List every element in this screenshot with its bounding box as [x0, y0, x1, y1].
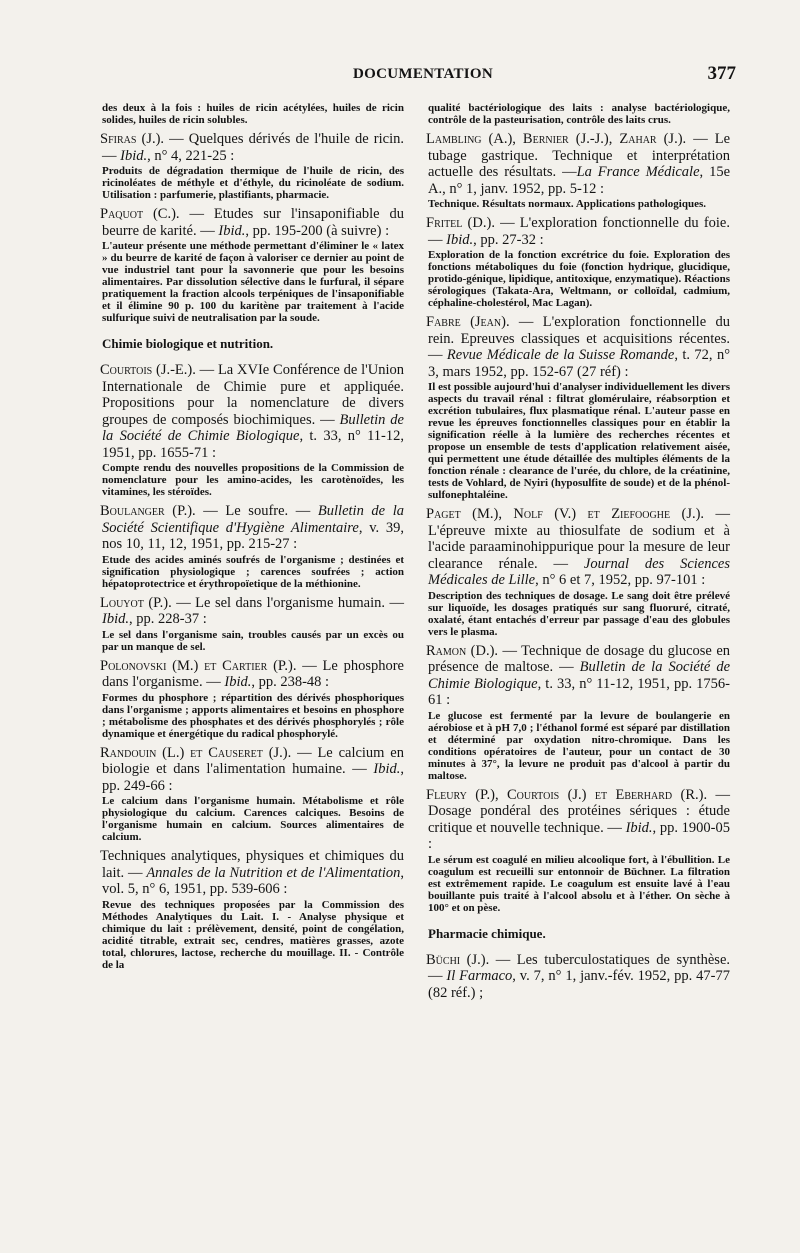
entry-title: — L'exploration fonctionnelle du rein. Epreuves classiques et acquisitions récentes. — [428, 314, 730, 363]
entry-abstract: Le sérum est coagulé en milieu alcoolique fort, à l'ébullition. Le coagulum est recueilli sur entonnoir de Büchner. La filtration est extrêmement rapide. Le coagulum est ensuite lavé à l'eau bouillante puis traité à l'alcool absolu et à l'éther. On sèche à 100° et on pèse. [428, 853, 730, 914]
bibliography-entry [102, 745, 404, 844]
entry-journal: Ibid. [446, 231, 474, 248]
entry-journal: Ibid. [218, 222, 246, 239]
bibliography-entry [102, 206, 404, 324]
bibliography-entry [428, 643, 730, 782]
entry-reference: , t. 33, n° 11-12, 1951, pp. 1655-71 : [102, 428, 404, 461]
entry-title: — Technique de dosage du glucose en présence de maltose. — [428, 642, 730, 675]
entry-journal: Ibid. [120, 147, 148, 164]
entry-journal: La France Médicale [576, 164, 700, 180]
citation [428, 215, 730, 248]
entry-reference: , n° 6 et 7, 1952, pp. 97-101 : [535, 572, 706, 588]
entry-journal: Journal des Sciences Médicales de Lille [428, 555, 730, 588]
entry-reference: , pp. 1900-05 : [428, 819, 730, 852]
entry-journal: Ibid. [373, 761, 401, 777]
entry-author: Courtois (J.-E.). [100, 362, 196, 378]
entry-title: — L'exploration fonctionnelle du foie. — [428, 215, 730, 248]
entry-abstract: Description des techniques de dosage. Le sang doit être prélevé sur liquoïde, les dosages pratiqués sur sang fluoruré, citraté, oxalaté, étant entachés d'erreur par passage d'eau des globules vers le plasma. [428, 589, 730, 638]
entry-title: — Le soufre. — [195, 503, 318, 519]
page-header [100, 63, 736, 88]
entry-list [428, 952, 730, 1002]
entry-reference: , n° 4, 221-25 : [147, 147, 235, 164]
bibliography-entry [428, 314, 730, 501]
entry-author: Paget (M.), Nolf (V.) et Ziefooghe (J.). [426, 506, 705, 522]
entry-reference: , t. 72, n° 3, mars 1952, pp. 152-67 (27 réf) : [428, 347, 731, 380]
entry-reference: , 15e A., n° 1, janv. 1952, pp. 5-12 : [428, 164, 730, 197]
entry-author: Fabre (Jean). [426, 314, 510, 330]
section-heading: Chimie biologique et nutrition. [102, 336, 274, 351]
entry-author: Ramon (D.). [426, 642, 499, 659]
entry-journal: Ibid. [224, 674, 252, 690]
left-column [102, 102, 404, 976]
bibliography-entry [102, 362, 404, 498]
entry-title: — Les tuberculostatiques de synthèse. — [428, 951, 731, 984]
entry-title: — Le sel dans l'organisme humain. — [171, 594, 404, 611]
entry-title: Techniques analytiques, physiques et chimiques du lait. — [100, 848, 404, 881]
entry-list [102, 131, 404, 324]
citation [102, 503, 404, 553]
entry-reference: , v. 7, n° 1, janv.-fév. 1952, pp. 47-77 (82 réf.) ; [428, 968, 730, 1001]
entry-title: — Etudes sur l'insaponifiable du beurre de karité. — [102, 206, 404, 239]
citation [428, 314, 730, 380]
entry-abstract: Il est possible aujourd'hui d'analyser individuellement les divers aspects du travail rénal : filtrat glomérulaire, réabsorption et excrétion tubulaires, flux plasmatique rénal. L'auteur passe en revue les épreuves fonctionnelles classiques pour en établir la signification réelle à la lumière des recherches récentes et propose un ensemble de tests d'application relativement aisée, qui permettent une étude détaillée des multiples éléments de la fonction rénale : clearance de l'urée, du chlore, de la créatinine, tests de Vohlard, de Nyiri (hyposulfite de soude) et de la phénol-sulfonephtaléine. [428, 381, 730, 501]
citation [102, 745, 404, 795]
entry-list [102, 362, 404, 971]
entry-title: — Le tubage gastrique. Technique et interprétation actuelle des résultats. — [428, 131, 731, 180]
entry-author: Büchi (J.). [426, 951, 490, 968]
bibliography-entry [428, 131, 730, 210]
citation [102, 206, 404, 239]
entry-author: Lambling (A.), Bernier (J.-J.), Zahar (J.). [426, 131, 687, 147]
entry-author: Polonovski (M.) et Cartier (P.). [100, 657, 297, 674]
entry-reference: , pp. 238-48 : [251, 674, 330, 690]
bibliography-entry [102, 848, 404, 971]
entry-abstract: Formes du phosphore ; répartition des dérivés phosphoriques dans l'organisme ; apports alimentaires et besoins en phosphore ; métabolisme des phosphates et des dérivés phosphorylés ; rôle dynamique et énergétique du radical phosphorylé. [102, 691, 404, 740]
entry-author: Fleury (P.), Courtois (J.) et Eberhard (R.). [426, 786, 708, 803]
entry-title: — La XVIe Conférence de l'Union Internationale de Chimie pure et appliquée. Propositions pour la nomenclature de divers groupes de composés biochimiques. — [102, 362, 404, 428]
citation [102, 131, 404, 164]
entry-reference: , pp. 195-200 (à suivre) : [245, 222, 390, 239]
entry-title: — Dosage pondéral des protéines sériques : étude critique et nouvelle technique. — [428, 786, 731, 836]
entry-reference: , t. 33, n° 11-12, 1951, pp. 1756-61 : [428, 675, 731, 708]
entry-author: Louyot (P.). [100, 594, 172, 611]
bibliography-entry [102, 595, 404, 653]
citation [428, 506, 730, 589]
entry-abstract: Exploration de la fonction excrétrice du foie. Exploration des fonctions métaboliques du foie (fonction hydrique, glucidique, protido-génique, lipidique, antitoxique, enzymatique). Réactions sérologiques (Takata-Ara, Weltmann, or colloïdal, cadmium, céphaline-cholestérol, Mac Lagan). [428, 249, 730, 309]
entry-journal: Bulletin de la Société de Chimie Biologique [102, 411, 404, 444]
citation [428, 952, 730, 1002]
entry-title: — Quelques dérivés de l'huile de ricin. — [102, 131, 404, 164]
bibliography-entry [428, 506, 730, 638]
entry-reference: , pp. 249-66 : [102, 761, 404, 794]
entry-author: Paquot (C.). [100, 206, 180, 222]
bibliography-entry [428, 952, 730, 1002]
continued-text: des deux à la fois : huiles de ricin acétylées, huiles de ricin solides, huiles de ricin solubles. [102, 102, 404, 126]
bibliography-entry [428, 787, 730, 914]
entry-reference: , pp. 27-32 : [473, 231, 544, 248]
citation [102, 658, 404, 691]
entry-abstract: Technique. Résultats normaux. Applications pathologiques. [428, 198, 707, 210]
entry-reference: , vol. 5, n° 6, 1951, pp. 539-606 : [102, 864, 405, 897]
bibliography-entry [102, 131, 404, 201]
citation [428, 643, 730, 709]
entry-journal: Bulletin de la Société Scientifique d'Hygiène Alimentaire [102, 503, 405, 536]
entry-author: Sfiras (J.). [100, 131, 165, 147]
entry-abstract: Produits de dégradation thermique de l'huile de ricin, des ricinoléates de méthyle et d'éthyle, du ricinoléate de sodium. Utilisation : parfumerie, plastifiants, pharmacie. [102, 165, 404, 201]
citation [102, 848, 404, 898]
entry-author: Boulanger (P.). [100, 503, 196, 519]
section-heading: Pharmacie chimique. [428, 925, 546, 941]
entry-abstract: Le glucose est fermenté par la levure de boulangerie en aérobiose et à pH 7,0 ; l'éthanol formé est séparé par distillation et déterminé par oxydation nitro-chromique. Dans les conditions opératoires de l'auteur, pour un contact de 30 minutes à 37°, la levure ne produit pas d'alcool à partir du maltose. [428, 709, 730, 782]
entry-journal: Revue Médicale de la Suisse Romande [446, 347, 675, 363]
bibliography-entry [102, 658, 404, 740]
entry-journal: Ibid. [102, 611, 129, 627]
bibliography-entry [102, 503, 404, 590]
entry-list [428, 131, 730, 914]
running-title: DOCUMENTATION [353, 66, 494, 82]
citation [102, 362, 404, 461]
entry-journal: Il Farmaco [446, 968, 513, 984]
entry-abstract: Revue des techniques proposées par la Commission des Méthodes Analytiques du Lait. I. - Analyse physique et chimique du lait : prélèvement, densité, point de congélation, acidité titrable, extrait sec, cendres, matières grasses, azote total, chlorures, lactose, recherche du mouillage. II. - Contrôle de la [102, 898, 404, 971]
entry-author: Randouin (L.) et Causeret (J.). [100, 744, 292, 761]
page-number: 377 [707, 63, 736, 84]
entry-title: — Le phosphore dans l'organisme. — [102, 657, 404, 690]
citation [428, 787, 730, 853]
bibliography-entry [428, 215, 730, 309]
entry-abstract: Compte rendu des nouvelles propositions de la Commission de nomenclature pour les amino-acides, les carotènoïdes, les vitamines, les stéroïdes. [102, 462, 404, 498]
entry-reference: , v. 39, nos 10, 11, 12, 1951, pp. 215-27 : [102, 519, 404, 552]
citation [102, 595, 404, 628]
entry-journal: Ibid. [625, 819, 653, 836]
right-column [428, 102, 730, 1006]
entry-reference: , pp. 228-37 : [128, 611, 207, 627]
entry-journal: Annales de la Nutrition et de l'Alimentation [146, 864, 401, 881]
entry-abstract: Etude des acides aminés soufrés de l'organisme ; destinées et signification physiologique ; carences soufrées ; action hépatoprotectrice et érythropoïetique de la méthionine. [102, 553, 404, 590]
entry-abstract: Le sel dans l'organisme sain, troubles causés par un excès ou par un manque de sel. [102, 628, 404, 653]
entry-author: Fritel (D.). [426, 215, 495, 231]
entry-abstract: Le calcium dans l'organisme humain. Métabolisme et rôle physiologique du calcium. Carences calciques. Besoins de l'organisme humain en calcium. Sources alimentaires de calcium. [102, 795, 404, 843]
continued-text: qualité bactériologique des laits : analyse bactériologique, contrôle de la pasteurisation, contrôle des laits crus. [428, 102, 730, 126]
citation [428, 131, 730, 197]
entry-abstract: L'auteur présente une méthode permettant d'éliminer le « latex » du beurre de karité de façon à valoriser ce dernier au point de vue industriel tant pour la savonnerie que pour les besoins alimentaires. Par dissolution sélective dans le furfural, il sépare pratiquement la fraction alcools terpéniques de l'insaponifiable et il élimine 90 p. 100 du karitène par traitement à l'acide sulfurique suivi de neutralisation par la soude. [102, 240, 404, 324]
entry-title: — L'épreuve mixte au thiosulfate de sodium et à l'acide paraaminohippurique pour la mesure de leur clearance rénale. — [428, 506, 730, 572]
entry-journal: Bulletin de la Société de Chimie Biologique [428, 659, 730, 692]
entry-title: — Le calcium en biologie et dans l'alimentation humaine. — [102, 744, 404, 777]
